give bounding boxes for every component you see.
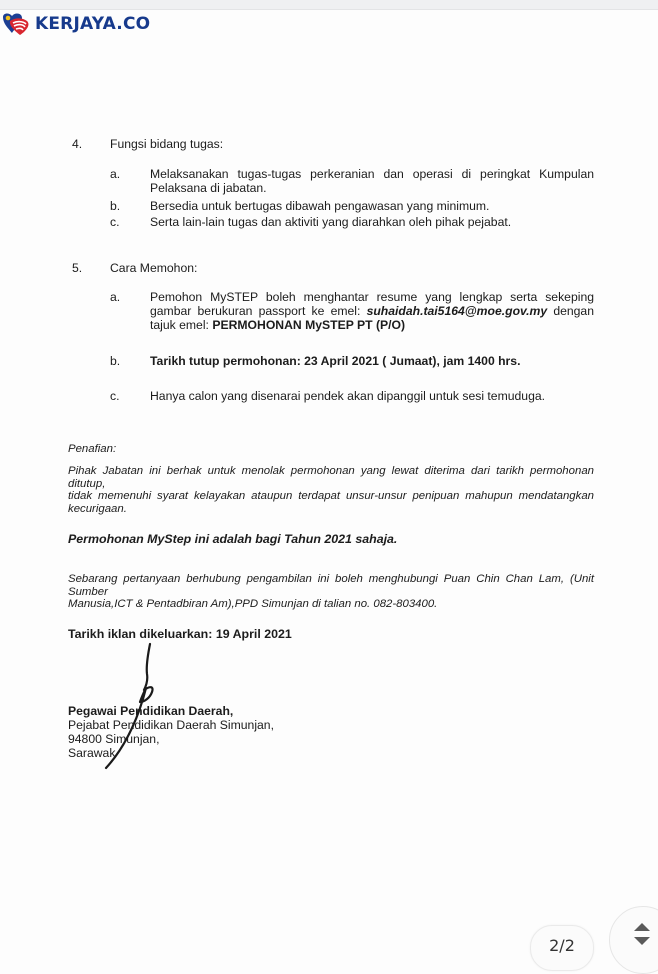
- signatory-postcode-town: 94800 Simunjan,: [68, 732, 160, 746]
- disclaimer-title: Penafian:: [68, 443, 117, 455]
- section-5-item-b-letter: b.: [110, 354, 121, 368]
- section-4-heading: Fungsi bidang tugas:: [110, 137, 224, 151]
- section-4-item-a: Melaksanakan tugas-tugas perkeranian dan operasi di peringkat Kumpulan Pelaksana di jabatan.: [150, 167, 594, 195]
- arrow-up-icon: [634, 923, 650, 931]
- section-5-number: 5.: [72, 261, 83, 275]
- section-4-item-b: Bersedia untuk bertugas dibawah pengawasan yang minimum.: [150, 199, 490, 213]
- application-email[interactable]: suhaidah.tai5164@moe.gov.my: [366, 304, 548, 318]
- section-5-item-c-letter: c.: [110, 389, 120, 403]
- brand-name: KERJAYA.CO: [35, 14, 151, 34]
- section-4-item-c: Serta lain-lain tugas dan aktiviti yang diarahkan oleh pihak pejabat.: [150, 215, 512, 229]
- contact-info: Sebarang pertanyaan berhubung pengambilan ini boleh menghubungi Puan Chin Chan Lam, (Unit Sumber Manusia,ICT & Pentadbiran Am),PPD Simunjan di talian no. 082-803400.: [68, 573, 594, 610]
- signatory-block: [68, 704, 274, 760]
- section-5-item-a-letter: a.: [110, 290, 121, 304]
- page-indicator: [530, 925, 594, 971]
- signatory-title: Pegawai Pendidikan Daerah,: [68, 704, 234, 718]
- section-5-item-a: Pemohon MySTEP boleh menghantar resume yang lengkap serta sekeping gambar berukuran passport ke emel: suhaidah.tai5164@moe.gov.my dengan tajuk emel: PERMOHONAN MySTEP PT (P/O): [150, 290, 594, 332]
- page-indicator-text: 2/2: [549, 936, 575, 955]
- signatory-office: Pejabat Pendidikan Daerah Simunjan,: [68, 718, 274, 732]
- section-4-item-a-letter: a.: [110, 167, 121, 181]
- section-4-number: 4.: [72, 137, 83, 151]
- section-4-item-c-letter: c.: [110, 215, 120, 229]
- disclaimer-text: Pihak Jabatan ini berhak untuk menolak permohonan yang lewat diterima dari tarikh permohonan ditutup, tidak memenuhi syarat kelayakan ataupun terdapat unsur-unsur penipuan mahupun mendatangkan kecurigaan.: [68, 465, 594, 515]
- arrow-down-icon: [634, 937, 650, 945]
- section-4-item-b-letter: b.: [110, 199, 121, 213]
- closing-date: Tarikh tutup permohonan: 23 April 2021 ( Jumaat), jam 1400 hrs.: [150, 354, 521, 368]
- signatory-state: Sarawak: [68, 746, 116, 760]
- section-5-item-c: Hanya calon yang disenarai pendek akan dipanggil untuk sesi temuduga.: [150, 389, 546, 403]
- email-subject: PERMOHONAN MySTEP PT (P/O): [212, 318, 406, 332]
- year-note: Permohonan MyStep ini adalah bagi Tahun 2021 sahaja.: [68, 532, 398, 546]
- ad-date: Tarikh iklan dikeluarkan: 19 April 2021: [68, 627, 292, 641]
- section-5-heading: Cara Memohon:: [110, 261, 198, 275]
